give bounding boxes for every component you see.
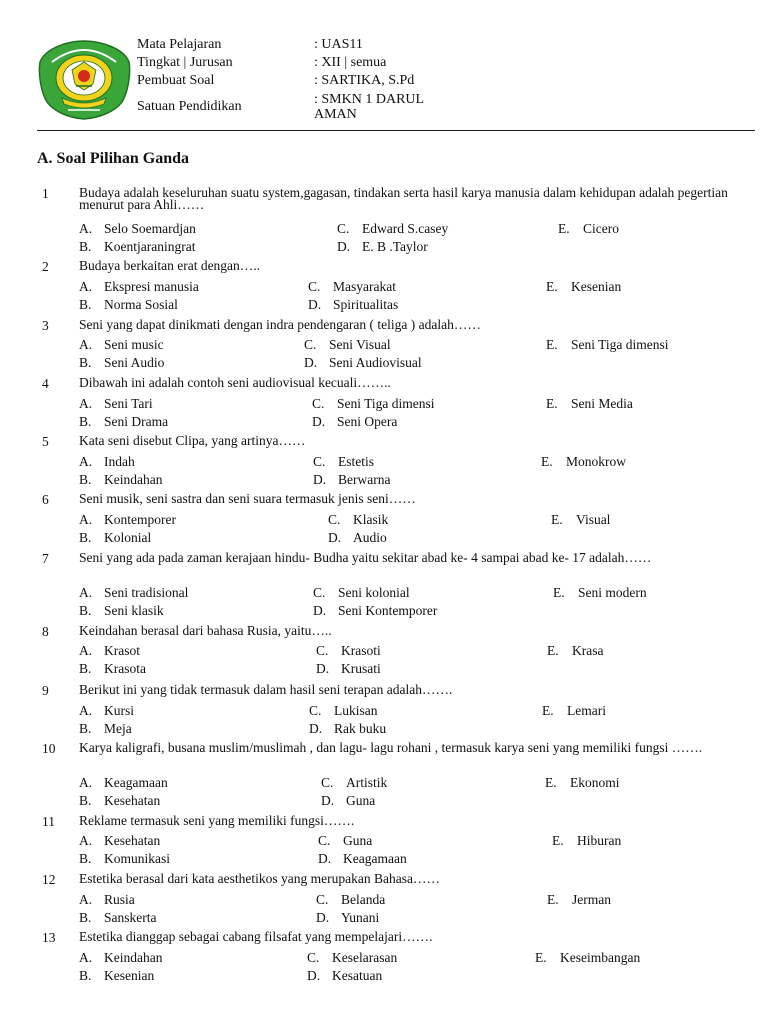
option-letter: A. [79,396,93,411]
option-e [541,455,626,469]
option-text: Meja [104,721,132,736]
option-a [79,513,176,527]
school-emblem-icon [38,40,131,120]
option-d [316,911,379,925]
option-text: Seni Audiovisual [329,355,422,370]
meta-value: : SARTIKA, S.Pd [314,73,415,88]
option-text: Krasota [104,661,146,676]
option-text: Seni tradisional [104,585,189,600]
option-text: Lemari [567,703,606,718]
option-letter: A. [79,950,93,965]
option-e [542,704,606,718]
option-letter: B. [79,472,92,487]
option-letter: B. [79,910,92,925]
option-letter: C. [313,454,326,469]
option-d [304,356,422,370]
option-d [337,240,428,254]
option-letter: B. [79,851,92,866]
option-e [547,644,603,658]
question-text: Reklame termasuk seni yang memiliki fungsi……. [79,813,355,828]
option-a [79,455,135,469]
option-text: Seni Kontemporer [338,603,438,618]
meta-label: Mata Pelajaran [137,37,222,52]
option-text: Seni Tiga dimensi [337,396,435,411]
option-letter: C. [308,279,321,294]
option-text: Ekspresi manusia [104,279,199,294]
option-letter: C. [321,775,334,790]
option-d [307,969,382,983]
option-letter: B. [79,721,92,736]
option-letter: B. [79,968,92,983]
option-text: Visual [576,512,611,527]
option-c [312,397,435,411]
option-text: Seni kolonial [338,585,410,600]
option-text: Edward S.casey [362,221,449,236]
option-letter: E. [552,833,564,848]
option-letter: D. [321,793,335,808]
option-d [313,604,437,618]
question-text: Seni yang ada pada zaman kerajaan hindu- Budha yaitu sekitar abad ke- 4 sampai abad ke- 17 adalah…… [79,550,652,565]
option-a [79,280,199,294]
question-text: Seni yang dapat dinikmati dengan indra pendengaran ( teliga ) adalah…… [79,317,481,332]
option-text: Ekonomi [570,775,620,790]
option-text: Komunikasi [104,851,170,866]
option-letter: C. [328,512,341,527]
option-letter: C. [316,892,329,907]
question-number: 7 [42,551,49,566]
option-e [545,776,620,790]
option-d [312,415,397,429]
option-a [79,893,135,907]
question-number: 13 [42,930,56,945]
option-b [79,356,164,370]
option-text: Kesatuan [332,968,383,983]
option-a [79,644,140,658]
option-text: Krusati [341,661,381,676]
option-letter: B. [79,603,92,618]
option-text: Masyarakat [333,279,396,294]
option-text: Kontemporer [104,512,176,527]
option-text: Seni Opera [337,414,398,429]
option-text: Estetis [338,454,374,469]
option-text: Keindahan [104,472,163,487]
option-letter: B. [79,297,92,312]
option-text: Seni Visual [329,337,391,352]
question-text: Berikut ini yang tidak termasuk dalam hasil seni terapan adalah……. [79,682,453,697]
question-number: 11 [42,814,55,829]
option-letter: A. [79,512,93,527]
option-b [79,722,132,736]
option-letter: A. [79,279,93,294]
option-text: Sanskerta [104,910,157,925]
option-text: Rusia [104,892,135,907]
option-c [309,704,378,718]
option-text: Seni Media [571,396,633,411]
option-letter: C. [312,396,325,411]
option-letter: D. [328,530,342,545]
option-letter: E. [553,585,565,600]
option-text: Yunani [341,910,380,925]
option-letter: D. [309,721,323,736]
option-text: Seni Tari [104,396,153,411]
option-text: Norma Sosial [104,297,178,312]
option-letter: D. [316,661,330,676]
option-c [318,834,372,848]
question-text: Budaya berkaitan erat dengan….. [79,258,261,273]
option-b [79,911,156,925]
option-letter: A. [79,643,93,658]
option-e [553,586,647,600]
option-text: Artistik [346,775,388,790]
option-text: Berwarna [338,472,391,487]
option-text: Jerman [572,892,611,907]
document-header [0,0,768,135]
question-text: Estetika berasal dari kata aesthetikos yang merupakan Bahasa…… [79,871,440,886]
option-b [79,531,151,545]
option-text: Krasoti [341,643,381,658]
option-text: Belanda [341,892,386,907]
option-e [546,338,669,352]
question-number: 12 [42,872,56,887]
option-d [308,298,398,312]
option-c [304,338,391,352]
section-title: A. Soal Pilihan Ganda [37,150,190,167]
option-text: Seni music [104,337,164,352]
option-c [307,951,397,965]
option-d [318,852,407,866]
option-text: Kolonial [104,530,152,545]
option-a [79,776,168,790]
option-letter: C. [304,337,317,352]
option-letter: D. [308,297,322,312]
option-text: Kursi [104,703,134,718]
option-a [79,951,162,965]
option-text: Seni Tiga dimensi [571,337,669,352]
question-number: 9 [42,683,49,698]
option-letter: E. [558,221,570,236]
option-c [337,222,448,236]
option-text: Krasa [572,643,604,658]
option-letter: C. [316,643,329,658]
meta-label: Satuan Pendidikan [137,99,242,114]
option-text: Audio [353,530,387,545]
option-text: Klasik [353,512,389,527]
option-letter: D. [312,414,326,429]
option-c [308,280,396,294]
question-text: Estetika dianggap sebagai cabang filsafat yang mempelajari……. [79,929,433,944]
option-text: Kesenian [104,968,155,983]
option-a [79,834,160,848]
option-letter: A. [79,892,93,907]
option-text: Kesehatan [104,833,161,848]
option-letter: C. [337,221,350,236]
option-letter: E. [546,279,558,294]
question-number: 3 [42,318,49,333]
option-letter: E. [551,512,563,527]
option-letter: D. [304,355,318,370]
option-letter: E. [547,892,559,907]
option-e [558,222,619,236]
question-text: Karya kaligrafi, busana muslim/muslimah , dan lagu- lagu rohani , termasuk karya seni yang memiliki fungsi ……. [79,740,703,755]
option-e [535,951,640,965]
option-text: Cicero [583,221,619,236]
option-e [546,397,633,411]
question-text: Dibawah ini adalah contoh seni audiovisual kecuali…….. [79,375,391,390]
option-c [316,644,381,658]
option-b [79,240,195,254]
option-letter: C. [313,585,326,600]
option-letter: A. [79,833,93,848]
meta-value: : UAS11 [314,37,363,52]
option-c [321,776,387,790]
header-divider [37,130,755,131]
option-text: Keagamaan [104,775,168,790]
option-text: Rak buku [334,721,387,736]
question-text: Kata seni disebut Clipa, yang artinya…… [79,433,306,448]
question-number: 8 [42,624,49,639]
question-number: 6 [42,492,49,507]
option-letter: B. [79,239,92,254]
option-text: Seni modern [578,585,647,600]
option-text: Seni klasik [104,603,164,618]
option-letter: D. [318,851,332,866]
option-letter: A. [79,337,93,352]
option-text: Seni Drama [104,414,169,429]
question-number: 10 [42,741,56,756]
option-letter: E. [545,775,557,790]
option-e [546,280,621,294]
option-letter: E. [546,337,558,352]
option-text: Monokrow [566,454,626,469]
meta-label: Pembuat Soal [137,73,215,88]
option-e [552,834,621,848]
option-text: Indah [104,454,135,469]
option-text: Guna [343,833,373,848]
option-letter: B. [79,355,92,370]
option-text: E. B .Taylor [362,239,428,254]
option-letter: D. [313,472,327,487]
option-d [309,722,386,736]
option-text: Koentjaraningrat [104,239,196,254]
option-letter: D. [316,910,330,925]
option-e [551,513,610,527]
option-e [547,893,611,907]
option-c [328,513,388,527]
option-letter: B. [79,414,92,429]
option-letter: A. [79,703,93,718]
option-letter: B. [79,661,92,676]
option-text: Selo Soemardjan [104,221,196,236]
option-d [321,794,375,808]
option-b [79,852,170,866]
option-c [313,455,374,469]
option-letter: C. [307,950,320,965]
option-text: Seni Audio [104,355,165,370]
option-b [79,604,164,618]
option-d [313,473,390,487]
option-letter: B. [79,793,92,808]
option-letter: A. [79,454,93,469]
question-number: 4 [42,376,49,391]
option-text: Kesehatan [104,793,161,808]
option-b [79,794,160,808]
option-b [79,298,178,312]
option-letter: E. [546,396,558,411]
question-text: Keindahan berasal dari bahasa Rusia, yaitu….. [79,623,332,638]
option-letter: E. [541,454,553,469]
option-a [79,338,164,352]
option-a [79,397,153,411]
option-text: Kesenian [571,279,622,294]
option-b [79,662,146,676]
option-text: Krasot [104,643,140,658]
option-text: Keseimbangan [560,950,641,965]
option-letter: D. [337,239,351,254]
option-letter: D. [313,603,327,618]
option-letter: E. [535,950,547,965]
option-a [79,222,196,236]
meta-value: : SMKN 1 DARUL AMAN [314,92,424,122]
option-text: Keselarasan [332,950,398,965]
option-d [328,531,387,545]
option-a [79,704,134,718]
option-text: Keindahan [104,950,163,965]
option-text: Hiburan [577,833,622,848]
option-letter: B. [79,530,92,545]
option-letter: D. [307,968,321,983]
question-number: 1 [42,186,49,201]
option-letter: A. [79,775,93,790]
option-letter: A. [79,585,93,600]
option-d [316,662,381,676]
option-text: Guna [346,793,376,808]
option-text: Spiritualitas [333,297,399,312]
option-text: Keagamaan [343,851,407,866]
question-number: 2 [42,259,49,274]
option-letter: C. [318,833,331,848]
option-b [79,415,168,429]
option-text: Lukisan [334,703,378,718]
meta-label: Tingkat | Jurusan [137,55,233,70]
question-text: Budaya adalah keseluruhan suatu system,gagasan, tindakan serta hasil karya manusia dalam kehidupan adalah pegertian menurut para Ahli…… [79,185,728,212]
option-letter: E. [542,703,554,718]
option-b [79,473,162,487]
option-a [79,586,188,600]
option-letter: A. [79,221,93,236]
option-c [316,893,385,907]
option-c [313,586,410,600]
meta-value: : XII | semua [314,55,387,70]
option-letter: C. [309,703,322,718]
option-letter: E. [547,643,559,658]
question-number: 5 [42,434,49,449]
question-text: Seni musik, seni sastra dan seni suara termasuk jenis seni…… [79,491,416,506]
option-b [79,969,154,983]
